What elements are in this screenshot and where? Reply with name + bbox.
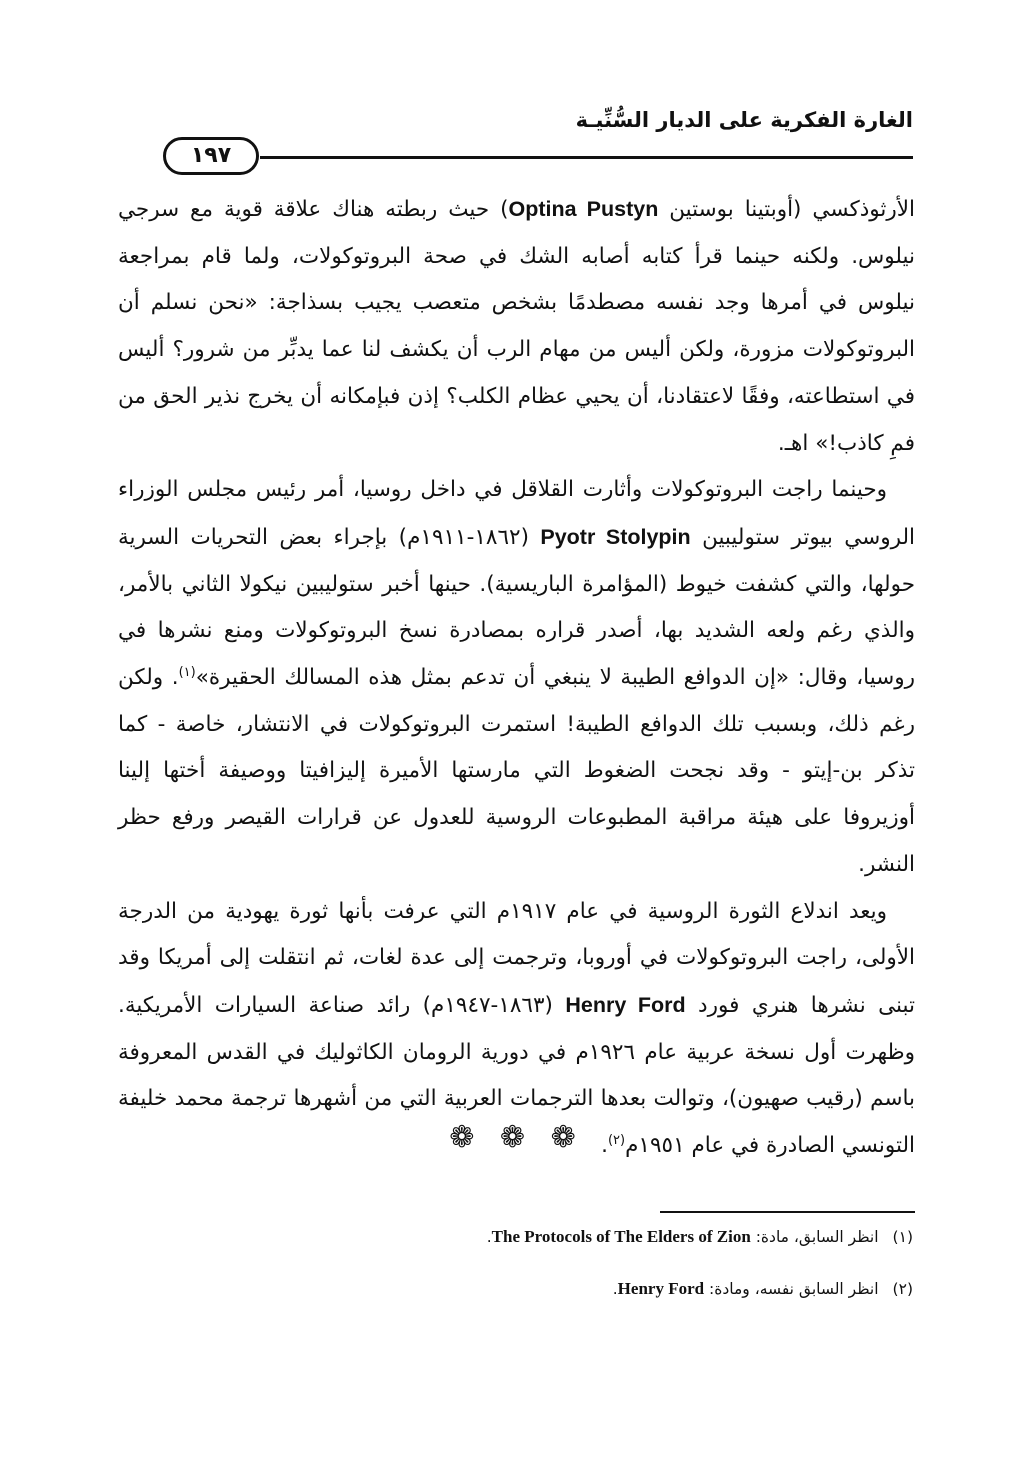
footnote-ref-2[interactable]: (٢) — [607, 1132, 626, 1148]
footnote-1-number: (١) — [892, 1228, 913, 1246]
paragraph-3-text-b: (١٨٦٣-١٩٤٧م) رائد صناعة السيارات الأمريكية. وظهرت أول نسخة عربية عام ١٩٢٦م في دورية الرومان الكاثوليك في القدس المعروفة باسم (رقيب صهيون)، وتوالت بعدها الترجمات العربية التي من أشهرها ترجمة محمد خليفة التونسي الصادرة في عام ١٩٥١م — [118, 992, 915, 1159]
footnote-2 — [118, 1274, 913, 1304]
paragraph-2-text-a: وحينما راجت البروتوكولات وأثارت القلاقل في داخل روسيا، أمر رئيس مجلس الوزراء الروسي بيوتر ستوليبين — [118, 477, 916, 550]
page-number: ١٩٧ — [163, 137, 259, 175]
paragraph-2-text-b: (١٨٦٢-١٩١١م) بإجراء بعض التحريات السرية حولها، والتي كشفت خيوط (المؤامرة الباريسية). حينها أخبر ستوليبين نيكولا الثاني بالأمر، والذي رغم ولعه الشديد بها، أصدر قراره بمصادرة نسخ البروتوكولات ومنع نشرها في روسيا، وقال: «إن الدوافع الطيبة لا ينبغي أن تدعم بمثل هذه المسالك الحقيرة» — [118, 524, 915, 691]
paragraph-1-text-a: الأرثوذكسي (أوبتينا بوستين — [658, 197, 916, 222]
latin-term-henry-ford: Henry Ford — [565, 992, 686, 1017]
footnotes — [118, 1222, 913, 1326]
paragraph-2 — [118, 467, 915, 888]
footnote-ref-1[interactable]: (١) — [178, 664, 196, 680]
paragraph-3-text-c: . — [601, 1133, 608, 1159]
footnote-1-latin: The Protocols of The Elders of Zion — [491, 1227, 751, 1246]
paragraph-1-text-b: ) حيث ربطته هناك علاقة قوية مع سرجي نيلوس. ولكنه حينما قرأ كتابه أصابه الشك في صحة البروتوكولات، ولما قام بمراجعة نيلوس في أمرها وجد نفسه مصطدمًا بشخص متعصب يجيب بسذاجة: «نحن نسلم أن البروتوكولات مزورة، ولكن أليس من مهام الرب أن يكشف لنا عما يدبِّر من شرور؟ أليس في استطاعته، وفقًا لاعتقادنا، أن يحيي عظام الكلب؟ إذن فبإمكانه أن يخرج نذير الحق من فمِ كاذب!» اهـ. — [118, 197, 915, 456]
paragraph-1 — [118, 186, 915, 467]
running-header-title: الغارة الفكرية على الديار السُّنِّيـة — [575, 108, 913, 132]
footnote-2-latin: Henry Ford — [617, 1279, 705, 1298]
paragraph-2-text-c: . ولكن رغم ذلك، وبسبب تلك الدوافع الطيبة! استمرت البروتوكولات في الانتشار، خاصة - كما تذكر بن-إيتو - وقد نجحت الضغوط التي مارستها الأميرة إليزافيتا ووصيفة أختها إلينا أوزيروفا على هيئة مراقبة المطبوعات الروسية للعدول عن قرارات القيصر ورفع حظر النشر. — [118, 665, 915, 877]
latin-term-optina-pustyn: Optina Pustyn — [508, 197, 659, 221]
footnote-2-end: . — [612, 1280, 618, 1298]
footnote-rule — [660, 1211, 915, 1213]
header-rule — [260, 156, 913, 159]
paragraph-3-text-a: ويعد اندلاع الثورة الروسية في عام ١٩١٧م التي عرفت بأنها ثورة يهودية من الدرجة الأولى، راجت البروتوكولات في أوروبا، وترجمت إلى عدة لغات، ثم انتقلت إلى أمريكا وقد تبنى نشرها هنري فورد — [118, 898, 915, 1018]
footnote-1-text: انظر السابق، مادة: — [750, 1228, 879, 1246]
footnote-1 — [118, 1222, 913, 1252]
footnote-1-end: . — [486, 1228, 492, 1246]
section-separator-ornament: ❁ ❁ ❁ — [449, 1120, 584, 1155]
footnote-2-text: انظر السابق نفسه، ومادة: — [704, 1280, 879, 1298]
footnote-2-number: (٢) — [892, 1280, 913, 1298]
body-text — [118, 186, 915, 1170]
latin-term-pyotr-stolypin: Pyotr Stolypin — [540, 524, 691, 549]
